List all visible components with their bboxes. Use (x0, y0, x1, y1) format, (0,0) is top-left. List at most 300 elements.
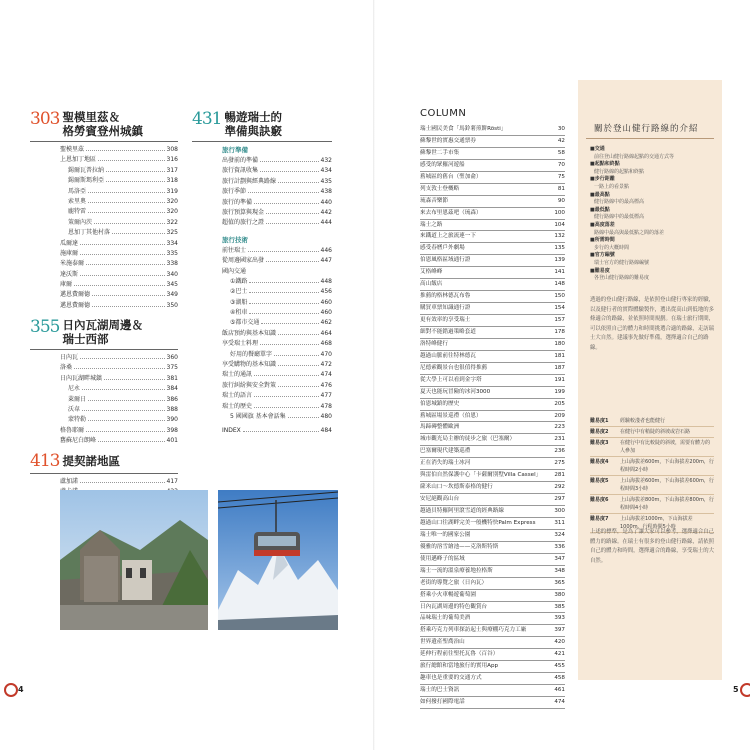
column-entry[interactable] (420, 542, 565, 554)
section-title-line1: 聖模里茲＆ (62, 110, 120, 124)
column-entry-page: 139 (554, 257, 565, 264)
column-entry[interactable] (420, 625, 565, 637)
section-title-line1: 暢遊瑞士的 (224, 110, 282, 124)
column-entry[interactable] (420, 530, 565, 542)
category-heading: 旅行準備 (222, 146, 248, 154)
dot-leader (82, 405, 165, 411)
toc-entry[interactable] (222, 208, 332, 218)
toc-entry-title: 達沃斯 (60, 270, 79, 278)
column-entry-title: 從大學上可以看到金字塔 (420, 376, 482, 383)
column-entry[interactable] (420, 613, 565, 625)
toc-list (222, 156, 332, 229)
dot-leader (254, 198, 319, 204)
toc-entry-page: 442 (320, 208, 332, 216)
column-entry-page: 187 (554, 364, 565, 371)
column-entry[interactable] (420, 602, 565, 614)
toc-entry[interactable] (222, 412, 332, 422)
box-title: 關於登山健行路線的介紹 (594, 124, 699, 134)
column-entry-title: 伯恩城鎮的歷史 (420, 400, 460, 407)
toc-entry-page: 381 (166, 374, 178, 382)
column-entry-title: 尼德索觀景台也很值得推薦 (420, 364, 488, 371)
legend-heading: ■高度落差 (590, 221, 615, 228)
toc-entry[interactable] (60, 280, 178, 290)
column-entry-page: 132 (554, 233, 565, 240)
column-entry-title: 感受春曆戶外劇場 (420, 245, 465, 252)
column-entry[interactable] (420, 422, 565, 434)
toc-entry-page: 470 (320, 350, 332, 358)
column-entry[interactable] (420, 220, 565, 232)
toc-entry[interactable] (222, 156, 332, 166)
toc-entry-page: 446 (320, 246, 332, 254)
toc-entry[interactable] (60, 374, 178, 384)
toc-entry[interactable] (222, 256, 332, 266)
toc-entry-page: 468 (320, 340, 332, 348)
toc-entry[interactable] (60, 239, 178, 249)
column-entry[interactable] (420, 399, 565, 411)
column-entry-title: 越過山脈前往特林德瓦 (420, 352, 476, 359)
column-entry[interactable] (420, 434, 565, 446)
column-entry[interactable] (420, 661, 565, 673)
column-entry[interactable] (420, 339, 565, 351)
toc-entry-page: 464 (320, 329, 332, 337)
legend-description: 一路上的看景點 (594, 183, 630, 190)
toc-entry-title: 超值的旅行之證 (222, 219, 265, 227)
dot-leader (98, 155, 165, 161)
toc-entry[interactable] (222, 339, 332, 349)
toc-entry-title: 上恩加丁地區 (60, 156, 97, 164)
column-entry-title: 巴塞爾現代建築巡禮 (420, 448, 471, 455)
column-entry[interactable] (420, 494, 565, 506)
column-entry-title: 舊城區場景巡禮（伯恩） (420, 412, 482, 419)
column-entry[interactable] (420, 446, 565, 458)
column-entry[interactable] (420, 387, 565, 399)
column-entry[interactable] (420, 411, 565, 423)
section-title-line1: 日內瓦湖周邊＆ (62, 318, 143, 332)
toc-entry[interactable] (60, 363, 178, 373)
toc-entry[interactable] (222, 360, 332, 370)
dot-leader (86, 145, 165, 151)
toc-entry[interactable] (60, 166, 178, 176)
column-entry[interactable] (420, 303, 565, 315)
toc-entry[interactable] (222, 166, 332, 176)
toc-entry-page: 384 (166, 385, 178, 393)
column-entry-page: 348 (554, 567, 565, 574)
toc-entry-title: 施庫爾 (60, 249, 79, 257)
difficulty-description: 經驗較淺者也能健行 (620, 418, 666, 424)
divider (586, 138, 714, 139)
column-entry-page: 181 (554, 352, 565, 359)
column-entry[interactable] (420, 267, 565, 279)
toc-entry-title: 享受購物的基本知識 (222, 361, 277, 369)
column-entry[interactable] (420, 243, 565, 255)
column-entry-page: 75 (557, 173, 565, 180)
column-entry[interactable] (420, 578, 565, 590)
divider (30, 349, 178, 350)
column-entry-title: 推薦的格林德瓦布魯 (420, 293, 471, 300)
column-entry[interactable] (420, 637, 565, 649)
dot-leader (288, 412, 319, 418)
toc-entry[interactable] (60, 301, 178, 311)
column-entry[interactable] (420, 375, 565, 387)
column-entry[interactable] (420, 470, 565, 482)
column-entry-title: 優雅的溶雪繪池——克洛斯特斯 (420, 543, 499, 550)
section-number: 303 (30, 109, 60, 129)
column-entry-page: 150 (554, 293, 565, 300)
toc-entry[interactable] (60, 395, 178, 405)
difficulty-description: 上山海拔差800m，下山海拔差800m，行程時間4小時 (620, 497, 714, 511)
toc-entry-title: ⑤都市交通 (230, 319, 260, 327)
toc-entry-page: 456 (320, 288, 332, 296)
toc-entry-title: 旅行季節 (222, 188, 247, 196)
column-entry-title: 搭乘小火車暢遊葡萄園 (420, 591, 476, 598)
toc-entry-title: 國內交通 (222, 267, 247, 275)
toc-entry[interactable] (60, 207, 178, 217)
toc-entry[interactable] (60, 426, 178, 436)
column-entry-title: 感受的眾羅河遊船 (420, 161, 465, 168)
section-title: 提契諾地區 (62, 454, 120, 468)
toc-entry[interactable] (60, 415, 178, 425)
column-entry-page: 58 (557, 149, 565, 156)
legend-heading: ■起點和終點 (590, 161, 620, 168)
toc-entry[interactable] (60, 259, 178, 269)
toc-entry-page: 417 (166, 478, 178, 485)
column-entry-title: 正在消失的瑞士冰河 (420, 460, 471, 467)
difficulty-description: 上山海拔差1000m，下山海拔差1000m，行程時間5小時 (620, 516, 693, 530)
toc-entry-page: 325 (166, 229, 178, 237)
toc-entry-page: 476 (320, 381, 332, 389)
dot-leader (98, 436, 165, 442)
toc-entry[interactable] (222, 267, 332, 277)
dot-leader (260, 339, 319, 345)
section-number: 431 (192, 109, 222, 129)
dot-leader (88, 207, 165, 213)
column-entry-title: 舊城區的舊台（聖加侖） (420, 173, 482, 180)
column-entry-title: 來去布里恩茲吧（琉森） (420, 209, 482, 216)
column-entry-title: 品味瑞士的葡萄美酒 (420, 615, 471, 622)
section-number: 413 (30, 451, 60, 471)
legend-description: 瑞士官方的健行路線編號 (594, 259, 650, 266)
column-entry-title: 老街的導覽之旅（日內瓦） (420, 579, 488, 586)
column-entry[interactable] (420, 685, 565, 697)
toc-entry[interactable] (222, 318, 332, 328)
toc-entry[interactable] (222, 402, 332, 412)
column-entry-page: 455 (554, 663, 565, 670)
hiking-info-box (578, 80, 722, 680)
column-entry[interactable] (420, 649, 565, 661)
dot-leader (92, 301, 165, 307)
toc-entry[interactable] (222, 391, 332, 401)
toc-entry-title: 旅行的準備 (222, 198, 253, 206)
difficulty-description: 在健行中有比較陡的斜坡，需要有體力的人參加 (620, 440, 711, 454)
column-entry-title: 世界遺產聖喬治山 (420, 639, 465, 646)
toc-entry-page: 308 (166, 146, 178, 153)
toc-entry-page: 474 (320, 371, 332, 379)
dot-leader (249, 298, 318, 304)
toc-entry[interactable] (60, 353, 178, 363)
column-entry-title: 洛特峰健行 (420, 340, 448, 347)
section-number: 355 (30, 317, 60, 337)
dot-leader (278, 360, 319, 366)
toc-entry[interactable] (222, 329, 332, 339)
column-entry[interactable] (420, 231, 565, 243)
index-row[interactable] (222, 426, 332, 436)
toc-entry-title: 恩加丁其他村落 (68, 229, 111, 237)
toc-entry[interactable] (60, 228, 178, 238)
dot-leader (106, 166, 165, 172)
toc-entry[interactable] (222, 177, 332, 187)
column-entry[interactable] (420, 172, 565, 184)
toc-entry[interactable] (60, 270, 178, 280)
dot-leader (80, 270, 165, 276)
toc-entry-page: 480 (320, 412, 332, 420)
toc-entry-title: ②巴士 (230, 288, 248, 296)
toc-entry-title: 庫爾 (60, 281, 73, 289)
column-entry-page: 209 (554, 412, 565, 419)
column-entry-title: 搭乘巧克力列車探訪起士與療棚巧克力工廠 (420, 627, 527, 634)
dot-leader (86, 259, 165, 265)
column-entry[interactable] (420, 518, 565, 530)
difficulty-level: 難易度3 (590, 440, 609, 446)
column-entry[interactable] (420, 482, 565, 494)
toc-entry[interactable] (222, 246, 332, 256)
toc-entry-title: 從周邊國家出發 (222, 257, 265, 265)
legend-heading: ■最高點 (590, 191, 610, 198)
dot-leader (266, 208, 319, 214)
column-entry[interactable] (420, 458, 565, 470)
column-entry-title: 購買車票知識通行證 (420, 305, 471, 312)
page-number: 5 (733, 685, 739, 694)
dot-leader (88, 197, 165, 203)
toc-entry-page: 345 (166, 281, 178, 289)
toc-entry-title: 邁恩費爾德 (60, 291, 91, 299)
toc-entry-page: 447 (320, 257, 332, 265)
column-entry-title: 越過貝特羅阿里滾雪道的經典路線 (420, 508, 504, 514)
toc-entry-page: 320 (166, 197, 178, 205)
toc-entry[interactable] (60, 187, 178, 197)
column-entry-page: 205 (554, 400, 565, 407)
toc-entry-page: 460 (320, 309, 332, 317)
column-entry[interactable] (420, 351, 565, 363)
toc-entry-page: 462 (320, 319, 332, 327)
column-entry-page: 104 (554, 221, 565, 228)
toc-entry[interactable] (222, 308, 332, 318)
column-entry-page: 347 (554, 555, 565, 562)
legend-list (590, 146, 714, 283)
toc-entry[interactable] (60, 176, 178, 186)
column-entry-title: 瑞士一流的溫泉療養地拉格斯 (420, 567, 493, 574)
dot-leader (106, 176, 165, 182)
toc-entry-page: 317 (166, 166, 178, 174)
toc-entry-title: 好用的餐廳單字 (230, 350, 273, 358)
column-entry[interactable] (420, 506, 565, 518)
column-entry[interactable] (420, 315, 565, 327)
column-entry-page: 90 (557, 197, 565, 204)
column-entry-title: 越過山口往湖畔完美一般機特快Palm Express (420, 519, 536, 526)
dot-leader (80, 353, 165, 359)
column-entry-title: 瑞士的巴士資訊 (420, 687, 460, 694)
toc-entry[interactable] (60, 384, 178, 394)
column-entry[interactable] (420, 160, 565, 172)
column-entry-page: 157 (554, 317, 565, 323)
dot-leader (278, 381, 319, 387)
column-entry-title: 安尼絕觀高山台 (420, 496, 460, 503)
toc-entry-page: 390 (166, 416, 178, 424)
column-entry[interactable] (420, 291, 565, 303)
dot-leader (278, 177, 319, 183)
toc-entry-title: 舊蘇尼白朗峰 (60, 437, 97, 445)
dot-leader (249, 308, 318, 314)
toc-entry-title: 5 國國旗 基本會話集 (230, 412, 286, 420)
column-entry[interactable] (420, 279, 565, 291)
toc-entry-page: 350 (166, 301, 178, 309)
column-entry[interactable] (420, 673, 565, 685)
column-entry-title: 日內瓦湖周邊的特色觀賞台 (420, 603, 488, 610)
column-entry[interactable] (420, 124, 565, 136)
toc-entry[interactable] (222, 350, 332, 360)
toc-entry-page: 386 (166, 395, 178, 403)
divider (192, 141, 332, 142)
toc-entry[interactable] (222, 187, 332, 197)
toc-entry-page: 444 (320, 219, 332, 227)
column-entry[interactable] (420, 590, 565, 602)
legend-heading: ■難易度 (590, 267, 610, 274)
column-entry[interactable] (420, 184, 565, 196)
dot-leader (94, 218, 165, 224)
column-entry[interactable] (420, 196, 565, 208)
toc-entry[interactable] (60, 155, 178, 165)
legend-description: 健行路線的起點和終點 (594, 168, 645, 175)
column-entry-page: 297 (554, 496, 565, 503)
toc-list (222, 246, 332, 423)
column-entry-title: 列支敦士登概略 (420, 185, 460, 192)
difficulty-row (590, 476, 714, 495)
difficulty-description: 上山海拔差600m，下山海拔差600m，行程時間3小時 (620, 478, 714, 492)
toc-entry-title: 尼永 (68, 385, 81, 393)
legend-heading: ■步行距離 (590, 176, 615, 183)
toc-entry[interactable] (222, 277, 332, 287)
toc-entry[interactable] (60, 145, 178, 155)
column-entry[interactable] (420, 566, 565, 578)
column-entry-page: 30 (557, 126, 565, 132)
toc-entry-page: 440 (320, 198, 332, 206)
dot-leader (80, 239, 165, 245)
column-entry-page: 311 (554, 519, 565, 526)
toc-entry[interactable] (60, 477, 178, 487)
difficulty-row (590, 427, 714, 438)
column-entry[interactable] (420, 255, 565, 267)
toc-entry-title: 盧加諾 (60, 478, 79, 485)
toc-entry[interactable] (60, 290, 178, 300)
column-entry-page: 393 (554, 615, 565, 622)
dot-leader (88, 415, 165, 421)
toc-entry[interactable] (222, 198, 332, 208)
dot-leader (254, 391, 319, 397)
column-list (420, 124, 565, 709)
box-paragraph-2: 上述的標準，是為了讓大家可以參考，選擇適合自己體力的路線。在瑞士有很多的登山健行路線，請依照自己的體力和時間，選擇適合的路線，享受瑞士的大自然。 (590, 529, 714, 564)
toc-entry[interactable] (222, 287, 332, 297)
difficulty-row (590, 495, 714, 514)
column-entry-page: 336 (554, 543, 565, 550)
toc-entry[interactable] (60, 249, 178, 259)
column-entry-title: 趣車也是重要的交通方式 (420, 675, 482, 682)
difficulty-level: 難易度5 (590, 478, 609, 484)
column-entry-title: 細對不能錯過策略套道 (420, 328, 476, 335)
difficulty-level: 難易度1 (590, 418, 609, 424)
page-number: 4 (18, 685, 24, 694)
column-entry-title: 瑞士唯一的國家公園 (420, 531, 471, 538)
legend-description: 前往登山健行路線起點的交通方式等 (594, 153, 675, 160)
column-entry-page: 70 (557, 161, 565, 168)
legend-description: 各登山健行路線的難易度 (594, 275, 650, 282)
column-entry-title: 馬蹄磚整體歐洲 (420, 424, 460, 431)
column-entry[interactable] (420, 363, 565, 375)
dot-leader (249, 277, 318, 283)
dot-leader (88, 187, 165, 193)
column-entry[interactable] (420, 697, 565, 709)
column-entry-page: 458 (554, 675, 565, 682)
toc-entry[interactable] (222, 298, 332, 308)
column-entry[interactable] (420, 327, 565, 339)
column-entry-page: 180 (554, 340, 565, 347)
column-entry-title: 艾格峰峰 (420, 269, 443, 276)
box-paragraph-1: 透過的登山健行路線，是依照登山健行專家的經驗，以及健行者的實際體驗製作，選出從高山到低地的多條適合的路線，並依照時間規劃。在瑞士旅行期間，可以依照自己的體力和時間挑選合適的路線，走訪瑞士大自然。建議事先做好準備，選擇適合自己的路線。 (590, 297, 714, 351)
dot-leader (74, 363, 165, 369)
column-entry-page: 421 (554, 651, 565, 658)
toc-entry-page: 388 (166, 405, 178, 413)
toc-entry[interactable] (222, 381, 332, 391)
column-entry[interactable] (420, 148, 565, 160)
section-431 (192, 110, 332, 437)
toc-entry[interactable] (60, 218, 178, 228)
difficulty-level: 難易度6 (590, 497, 609, 503)
column-entry-title: 與雷伯自然保護中心「卡薩爾別墅Villa Cassel」 (420, 472, 542, 479)
legend-description: 步行的大概時間 (594, 244, 630, 251)
dot-leader (243, 426, 319, 432)
toc-entry-title: 聖模里茲 (60, 146, 85, 153)
toc-entry-page: 340 (166, 270, 178, 278)
toc-entry-title: 旅行資訊收集 (222, 167, 259, 175)
column-entry-page: 199 (554, 388, 565, 395)
toc-entry[interactable] (60, 436, 178, 446)
column-entry-page: 380 (554, 591, 565, 598)
column-entry-title: 來鐵道上之旅流連一下 (420, 233, 476, 240)
toc-entry-page: 338 (166, 260, 178, 268)
toc-entry-page: 472 (320, 361, 332, 369)
column-entry-page: 178 (554, 328, 565, 335)
difficulty-row (590, 438, 714, 457)
toc-entry-title: 旅行計劃與經典路線 (222, 177, 277, 185)
legend-description: 健行路線中的最高標高 (594, 199, 645, 206)
toc-entry-title: 邁恩費爾德 (60, 301, 91, 309)
legend-heading: ■官方編號 (590, 252, 615, 259)
column-entry[interactable] (420, 136, 565, 148)
toc-entry[interactable] (222, 218, 332, 228)
toc-entry[interactable] (60, 197, 178, 207)
toc-entry-page: 398 (166, 426, 178, 434)
toc-entry-title: 旅行預算與現金 (222, 208, 265, 216)
column-entry[interactable] (420, 208, 565, 220)
toc-entry-title: 策爾內茨 (68, 218, 93, 226)
column-entry-page: 154 (554, 305, 565, 312)
toc-entry[interactable] (60, 405, 178, 415)
difficulty-level: 難易度4 (590, 459, 609, 465)
toc-entry-title: 龐特雷 (68, 208, 87, 216)
column-entry-title: 瑞士國民美食「馬鈴薯煎餅Rösti」 (420, 126, 507, 132)
column-entry[interactable] (420, 554, 565, 566)
toc-entry-page: 375 (166, 364, 178, 372)
toc-entry[interactable] (222, 370, 332, 380)
dot-leader (74, 280, 165, 286)
